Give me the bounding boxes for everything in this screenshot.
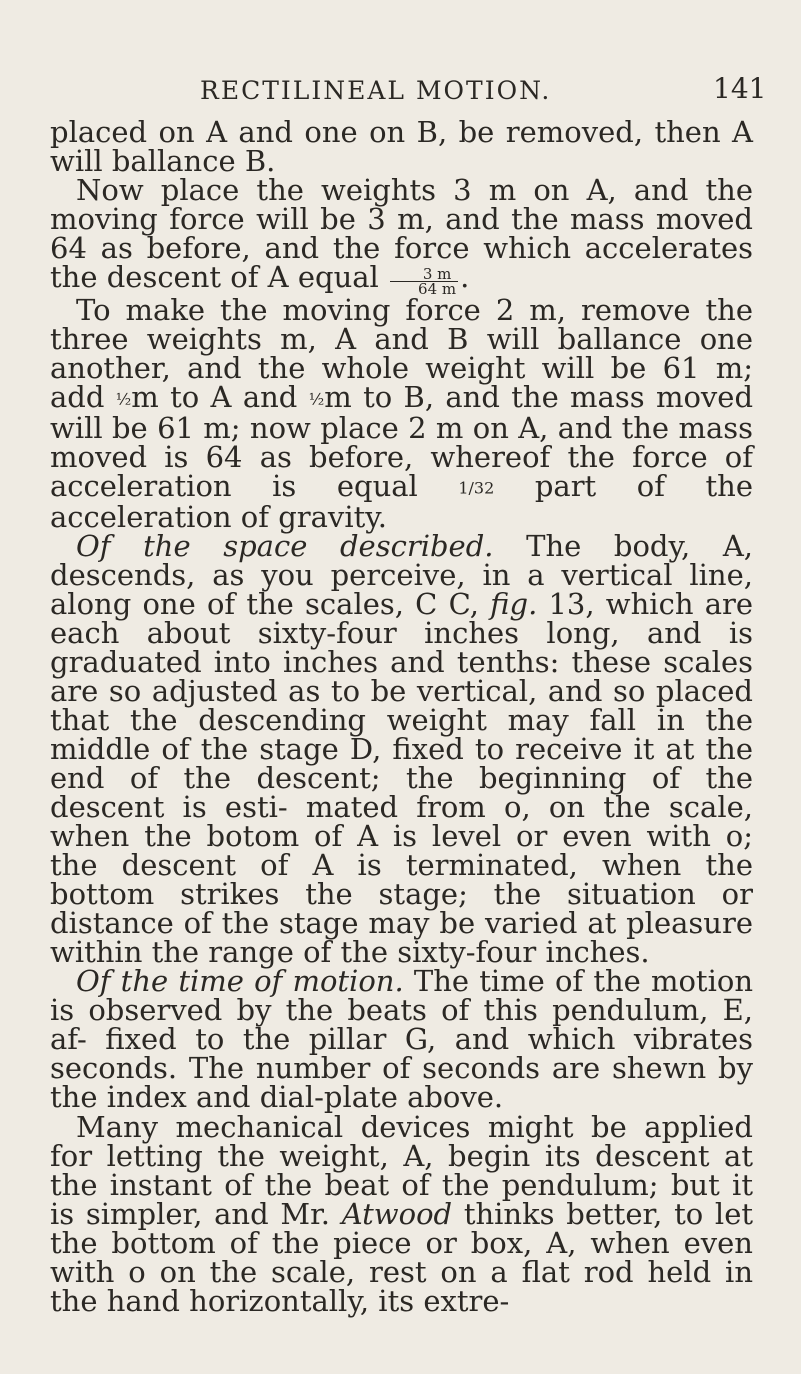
text-run: To make the moving force 2 m, remove the three weights m, A and B will ballance one another, and the whole weight will be 61 m; add: [50, 292, 753, 415]
fraction-denominator: 64 m: [418, 279, 457, 298]
paragraph-time-of-motion: [50, 964, 753, 1115]
text-run: The time of the motion is observed by the beats of this pendulum, E, af- fixed to the pillar G, and which vibrates seconds. The number of seconds are shewn by the index and dial-plate above.: [50, 964, 753, 1115]
text-run: placed on A and one on B, be removed, then A will ballance B.: [50, 115, 753, 179]
paragraph-moving-force: [50, 292, 754, 534]
text-run: 13, which are each about sixty-four inches long, and is graduated into inches and tenths: these scales are so adjusted as to be vertical, and so placed that the descending weight may fall in the middle of the stage D, fixed to receive it at the end of the descent; the beginning of the descent is esti- mated from o, on the scale, when the botom of A is level or even with o; the descent of A is terminated, when the bottom strikes the stage; the situation or distance of the stage may be varied at pleasure within the range of the sixty-four inches.: [50, 586, 754, 970]
paragraph-space-described: [50, 528, 754, 970]
section-heading: Of the space described.: [76, 528, 494, 563]
text-run: Now place the weights 3 m on A, and the moving force will be 3 m, and the mass moved 64 as before, and the force which accelerates the descent of A equal: [50, 173, 753, 295]
text-run: part of the acceleration of gravity.: [50, 468, 753, 534]
fraction-3m-over-64m: [390, 264, 458, 298]
fraction-half: ½: [115, 389, 132, 409]
body-text: [50, 115, 754, 1318]
text-run: m to A and: [131, 380, 298, 415]
fraction-half: ½: [308, 389, 325, 409]
fraction-one-thirty-second: 1/32: [458, 478, 495, 498]
text-run: .: [460, 260, 470, 295]
running-head: [0, 70, 801, 110]
fraction-numerator: 3 m: [390, 267, 458, 282]
text-run: Many mechanical devices might be applied for letting the weight, A, begin its descent at the instant of the beat of the pendulum; but it is simpler, and Mr.: [50, 1109, 753, 1231]
text-run: thinks better, to let the bottom of the piece or box, A, when even with o on the scale, rest on a flat rod held in the hand horizontally, its extre-: [50, 1196, 754, 1318]
text-run: The body, A, descends, as you perceive, in a vertical line, along one of the scales, C C,: [50, 528, 754, 621]
page-number: 141: [713, 72, 767, 105]
text-run: m to B, and the mass moved will be 61 m; now place 2 m on A, and the mass moved is 64 as before, whereof the force of acceleration is equal: [50, 380, 754, 503]
section-heading: Of the time of motion.: [76, 964, 404, 999]
paragraph-mechanical-devices: [50, 1109, 754, 1318]
running-title: RECTILINEAL MOTION.: [200, 76, 552, 105]
figure-reference: fig.: [490, 586, 538, 621]
paragraph-weights: [50, 173, 753, 298]
author-name: Atwood: [341, 1196, 453, 1231]
paragraph-continuation: [50, 115, 753, 179]
